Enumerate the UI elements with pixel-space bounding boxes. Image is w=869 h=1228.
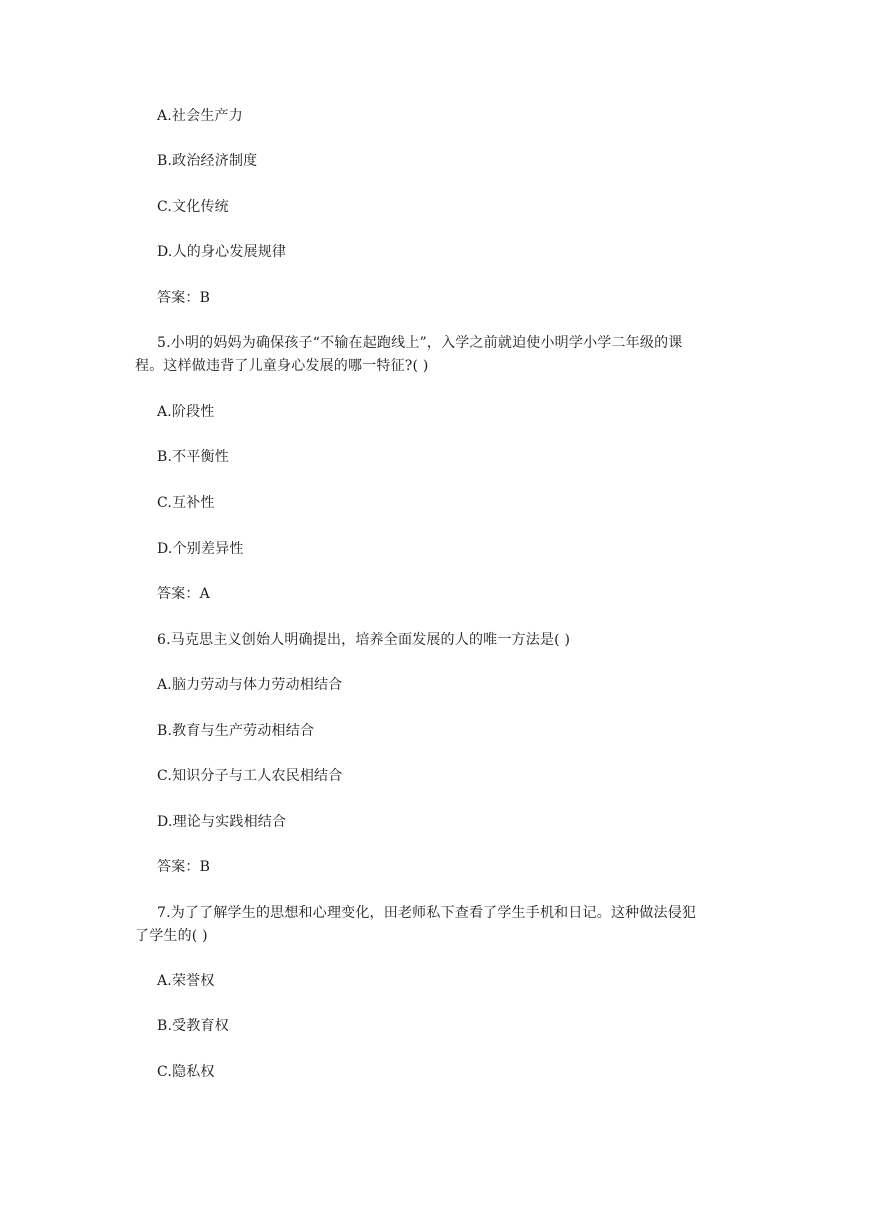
q6-option-d: D.理论与实践相结合 (157, 814, 287, 830)
q5-stem-line2: 程。这样做违背了儿童身心发展的哪一特征?( ) (135, 358, 429, 374)
q6-option-c: C.知识分子与工人农民相结合 (157, 768, 343, 784)
q5-option-a: A.阶段性 (157, 404, 215, 420)
q6-option-a: A.脑力劳动与体力劳动相结合 (157, 677, 343, 693)
q4-option-b: B.政治经济制度 (157, 153, 258, 169)
q4-option-d: D.人的身心发展规律 (157, 244, 287, 260)
q4-answer: 答案：B (157, 290, 211, 306)
q7-stem-line2: 了学生的( ) (135, 928, 208, 944)
q5-option-b: B.不平衡性 (157, 449, 229, 465)
q7-stem-line1: 7.为了了解学生的思想和心理变化，田老师私下查看了学生手机和日记。这种做法侵犯 (157, 905, 697, 921)
q5-answer: 答案：A (157, 586, 210, 602)
q5-stem-line1: 5.小明的妈妈为确保孩子“不输在起跑线上”，入学之前就迫使小明学小学二年级的课 (157, 335, 683, 351)
q7-option-a: A.荣誉权 (157, 973, 215, 989)
q5-option-d: D.个别差异性 (157, 541, 244, 557)
q6-stem-line1: 6.马克思主义创始人明确提出，培养全面发展的人的唯一方法是( ) (157, 632, 571, 648)
q4-option-a: A.社会生产力 (157, 108, 243, 124)
q5-option-c: C.互补性 (157, 495, 215, 511)
q4-option-c: C.文化传统 (157, 199, 229, 215)
q6-answer: 答案：B (157, 859, 211, 875)
q7-option-c: C.隐私权 (157, 1064, 215, 1080)
q6-option-b: B.教育与生产劳动相结合 (157, 723, 315, 739)
q7-option-b: B.受教育权 (157, 1018, 229, 1034)
